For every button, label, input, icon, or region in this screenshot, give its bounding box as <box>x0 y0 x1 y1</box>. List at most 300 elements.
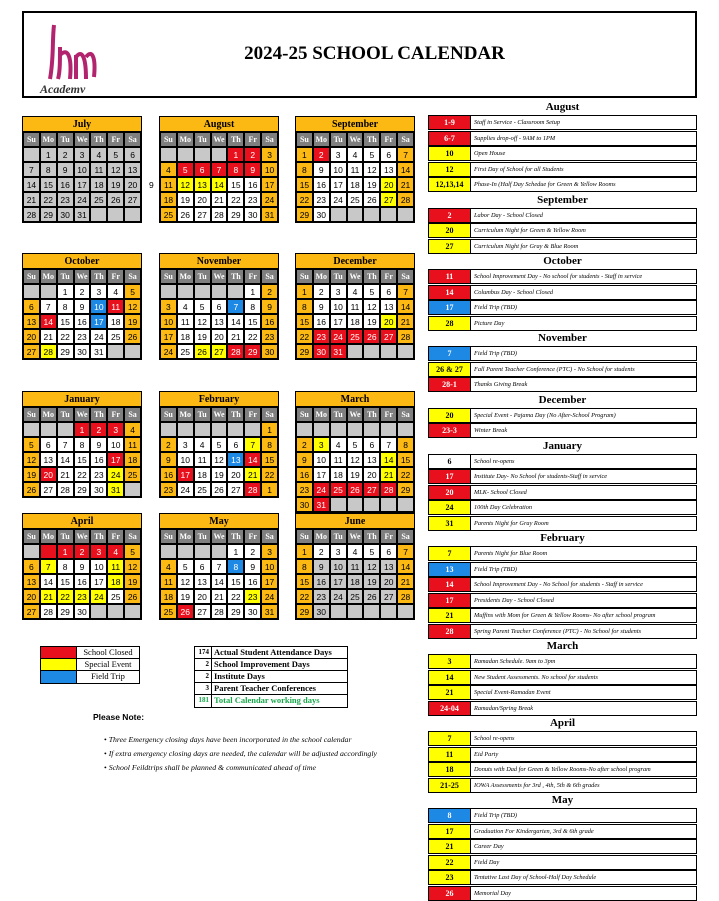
day-cell: 14 <box>57 452 74 467</box>
day-cell <box>57 422 74 437</box>
day-cell: 20 <box>23 329 40 344</box>
month-february <box>159 391 279 498</box>
day-cell: 31 <box>313 497 330 512</box>
event-row <box>428 546 697 561</box>
weekday-header: We <box>347 269 364 284</box>
day-cell: 29 <box>74 482 91 497</box>
day-cell: 23 <box>313 329 330 344</box>
day-cell: 25 <box>90 192 107 207</box>
day-cell <box>330 422 347 437</box>
day-cell <box>160 147 177 162</box>
day-cell: 14 <box>397 559 414 574</box>
day-cell: 17 <box>313 467 330 482</box>
day-cell: 28 <box>380 482 397 497</box>
weekday-header: We <box>211 269 228 284</box>
day-cell: 17 <box>330 574 347 589</box>
day-cell: 30 <box>313 344 330 359</box>
event-description: School re-opens <box>474 457 515 465</box>
day-cell <box>211 147 228 162</box>
event-description: Field Trip (TBD) <box>474 350 518 357</box>
weekday-header: Th <box>90 529 107 544</box>
weekday-header: Tu <box>57 132 74 147</box>
day-cell: 12 <box>124 559 141 574</box>
day-cell: 28 <box>227 344 244 359</box>
day-cell: 10 <box>261 559 278 574</box>
weekday-header: Fr <box>107 269 124 284</box>
day-cell: 24 <box>313 482 330 497</box>
weekday-header: Fr <box>107 529 124 544</box>
day-cell: 5 <box>23 437 40 452</box>
day-cell: 1 <box>244 284 261 299</box>
day-cell: 15 <box>227 574 244 589</box>
day-cell: 2 <box>313 544 330 559</box>
month-november <box>159 253 279 360</box>
day-cell: 10 <box>90 299 107 314</box>
day-cell: 18 <box>194 467 211 482</box>
day-cell: 13 <box>40 452 57 467</box>
event-description: Phase-In (Half Day Schedue for Green & Yellow Rooms <box>474 181 616 188</box>
event-section-heading: October <box>543 255 582 267</box>
event-section-heading: August <box>545 101 580 113</box>
day-cell <box>160 284 177 299</box>
day-cell: 6 <box>380 147 397 162</box>
day-cell: 28 <box>244 482 261 497</box>
event-row <box>428 824 697 839</box>
day-cell: 12 <box>177 177 194 192</box>
note-title: Please Note: <box>93 712 145 722</box>
day-cell: 10 <box>313 452 330 467</box>
day-cell: 27 <box>40 482 57 497</box>
day-cell: 23 <box>261 329 278 344</box>
total-label: Actual Student Attendance Days <box>214 647 332 657</box>
event-row <box>428 146 697 161</box>
event-date: 10 <box>429 147 471 160</box>
weekday-header: We <box>347 407 364 422</box>
day-cell: 15 <box>227 177 244 192</box>
day-cell <box>23 544 40 559</box>
day-cell: 7 <box>211 162 228 177</box>
event-description: New Student Assessments. No school for students <box>474 673 598 681</box>
event-row <box>428 608 697 623</box>
day-cell <box>296 422 313 437</box>
day-cell: 10 <box>90 559 107 574</box>
total-count: 3 <box>195 683 212 694</box>
event-section-heading: April <box>549 717 576 729</box>
day-cell: 14 <box>227 314 244 329</box>
total-label: Total Calendar working days <box>214 695 320 705</box>
day-cell: 6 <box>380 544 397 559</box>
event-date: 7 <box>429 347 471 360</box>
event-date: 24-04 <box>429 702 471 715</box>
weekday-header: Sa <box>397 269 414 284</box>
event-date: 27 <box>429 240 471 253</box>
day-cell: 5 <box>194 299 211 314</box>
day-cell: 10 <box>261 162 278 177</box>
day-cell: 20 <box>194 589 211 604</box>
event-row <box>428 223 697 238</box>
weekday-header: Su <box>160 132 177 147</box>
day-cell: 18 <box>347 314 364 329</box>
day-cell: 8 <box>57 299 74 314</box>
day-cell: 26 <box>124 589 141 604</box>
day-cell: 26 <box>23 482 40 497</box>
day-cell: 23 <box>74 329 91 344</box>
month-name: September <box>296 117 414 132</box>
event-description: School Improvement Day - No school for students - Staff in service <box>474 273 643 280</box>
day-cell <box>177 147 194 162</box>
weekday-header: We <box>74 269 91 284</box>
event-section-heading: November <box>538 332 587 344</box>
weekday-header: Tu <box>330 407 347 422</box>
day-cell: 26 <box>177 604 194 619</box>
event-row <box>428 377 697 392</box>
event-date: 26 <box>429 887 471 900</box>
day-cell: 18 <box>160 192 177 207</box>
day-cell: 16 <box>74 314 91 329</box>
weekday-header: Su <box>296 407 313 422</box>
weekday-header: Th <box>90 269 107 284</box>
day-cell <box>380 604 397 619</box>
day-cell: 21 <box>397 314 414 329</box>
month-name: July <box>23 117 141 132</box>
day-cell <box>397 497 414 512</box>
day-cell: 22 <box>57 589 74 604</box>
day-cell: 3 <box>330 544 347 559</box>
day-cell: 12 <box>363 162 380 177</box>
events-list <box>428 100 697 901</box>
day-cell: 8 <box>40 162 57 177</box>
legend-item <box>41 647 139 659</box>
day-cell: 19 <box>124 574 141 589</box>
note-item: • If extra emergency closing days are needed, the calendar will be adjusted accordingly <box>104 749 377 763</box>
day-cell: 31 <box>330 344 347 359</box>
day-cell: 24 <box>107 467 124 482</box>
event-date: 17 <box>429 301 471 314</box>
month-name: April <box>23 514 141 529</box>
day-cell: 5 <box>177 559 194 574</box>
day-cell: 9 <box>313 299 330 314</box>
day-cell <box>23 422 40 437</box>
day-cell: 3 <box>313 437 330 452</box>
day-cell: 25 <box>107 589 124 604</box>
day-cell: 19 <box>363 574 380 589</box>
day-cell: 16 <box>261 314 278 329</box>
day-cell <box>347 207 364 222</box>
day-cell: 13 <box>23 574 40 589</box>
day-cell: 20 <box>380 177 397 192</box>
day-cell: 8 <box>57 559 74 574</box>
event-row <box>428 593 697 608</box>
day-cell: 29 <box>227 604 244 619</box>
day-cell: 14 <box>397 299 414 314</box>
day-cell: 5 <box>363 544 380 559</box>
event-date: 6-7 <box>429 132 471 145</box>
event-row <box>428 300 697 315</box>
event-description: Institute Day- No School for students-Staff in service <box>474 473 608 480</box>
weekday-header: Fr <box>244 132 261 147</box>
weekday-header: Th <box>227 132 244 147</box>
day-cell: 12 <box>107 162 124 177</box>
weekday-header: Su <box>296 529 313 544</box>
event-date: 21-25 <box>429 779 471 792</box>
day-cell: 27 <box>194 604 211 619</box>
event-section-heading: February <box>540 532 585 544</box>
day-cell: 6 <box>227 437 244 452</box>
legend-label: Field Trip <box>91 671 125 681</box>
day-cell <box>90 604 107 619</box>
day-cell: 13 <box>380 559 397 574</box>
weekday-header: Sa <box>124 132 141 147</box>
month-october <box>22 253 142 360</box>
day-cell: 23 <box>313 192 330 207</box>
day-cell: 1 <box>296 147 313 162</box>
stray-day-number: 9 <box>149 180 154 190</box>
day-cell: 19 <box>363 314 380 329</box>
day-cell: 28 <box>397 589 414 604</box>
weekday-header: We <box>74 132 91 147</box>
event-description: IOWA Assessments for 3rd , 4th, 5th & 6th grades <box>474 781 600 789</box>
day-cell: 7 <box>211 559 228 574</box>
event-description: Spring Parent Teacher Conference (PTC) - No School for students <box>474 627 642 635</box>
day-cell: 21 <box>211 192 228 207</box>
day-cell: 16 <box>296 467 313 482</box>
day-cell: 15 <box>57 314 74 329</box>
day-cell: 29 <box>40 207 57 222</box>
event-description: Fall Parent Teacher Conference (PTC) - No School for students <box>474 365 635 373</box>
day-cell: 1 <box>40 147 57 162</box>
day-cell: 20 <box>124 177 141 192</box>
weekday-header: Su <box>23 269 40 284</box>
day-cell <box>211 544 228 559</box>
day-cell: 16 <box>244 177 261 192</box>
day-cell: 12 <box>124 299 141 314</box>
weekday-header: Mo <box>313 529 330 544</box>
event-description: Winter Break <box>474 427 508 434</box>
day-cell: 13 <box>363 452 380 467</box>
month-name: May <box>160 514 278 529</box>
weekday-header: Th <box>227 269 244 284</box>
total-row <box>195 695 347 707</box>
weekday-header: Su <box>296 132 313 147</box>
weekday-header: Sa <box>397 407 414 422</box>
event-row <box>428 886 697 901</box>
day-cell: 12 <box>23 452 40 467</box>
day-cell: 8 <box>296 162 313 177</box>
day-cell: 17 <box>74 177 91 192</box>
day-cell: 27 <box>194 207 211 222</box>
day-cell: 30 <box>313 207 330 222</box>
day-cell: 11 <box>194 452 211 467</box>
day-cell: 28 <box>40 344 57 359</box>
day-cell <box>397 422 414 437</box>
event-date: 1-9 <box>429 116 471 129</box>
event-row <box>428 408 697 423</box>
day-cell: 3 <box>261 147 278 162</box>
day-cell: 29 <box>296 207 313 222</box>
day-cell: 5 <box>363 147 380 162</box>
day-cell: 22 <box>296 192 313 207</box>
day-cell: 16 <box>313 177 330 192</box>
day-cell: 24 <box>177 482 194 497</box>
day-cell: 5 <box>211 437 228 452</box>
day-cell: 2 <box>74 284 91 299</box>
month-september <box>295 116 415 223</box>
day-cell: 2 <box>244 147 261 162</box>
day-cell: 13 <box>211 314 228 329</box>
day-cell: 22 <box>261 467 278 482</box>
day-cell: 23 <box>296 482 313 497</box>
day-cell: 2 <box>296 437 313 452</box>
weekday-header: Sa <box>124 529 141 544</box>
day-cell: 6 <box>23 559 40 574</box>
event-row <box>428 454 697 469</box>
event-description: Field Trip (TBD) <box>474 565 518 573</box>
day-cell: 4 <box>124 422 141 437</box>
note-item: • Three Emergency closing days have been incorporated in the school calendar <box>104 735 377 749</box>
event-section-heading: September <box>537 193 588 206</box>
day-cell <box>40 544 57 559</box>
total-row <box>195 683 347 695</box>
day-cell: 13 <box>194 177 211 192</box>
event-date: 13 <box>429 563 471 576</box>
event-description: MLK- School Closed <box>474 488 527 496</box>
day-cell: 19 <box>194 329 211 344</box>
day-cell: 10 <box>74 162 91 177</box>
day-cell: 14 <box>40 574 57 589</box>
day-cell: 27 <box>380 192 397 207</box>
event-section-heading: March <box>546 640 579 652</box>
day-cell: 2 <box>160 437 177 452</box>
day-cell: 16 <box>244 574 261 589</box>
total-count: 174 <box>195 647 212 658</box>
weekday-header: Su <box>160 269 177 284</box>
day-cell: 17 <box>160 329 177 344</box>
day-cell: 12 <box>211 452 228 467</box>
day-cell: 22 <box>244 329 261 344</box>
day-cell: 23 <box>244 589 261 604</box>
note-item: • School Feildtrips shall be planned & communicated ahead of time <box>104 763 377 777</box>
day-cell: 17 <box>330 314 347 329</box>
weekday-header: Su <box>23 529 40 544</box>
day-cell: 5 <box>177 162 194 177</box>
day-cell: 28 <box>211 207 228 222</box>
event-row <box>428 500 697 515</box>
day-cell <box>380 422 397 437</box>
day-cell: 5 <box>107 147 124 162</box>
total-count: 2 <box>195 659 212 670</box>
day-cell: 19 <box>347 467 364 482</box>
day-cell: 30 <box>90 482 107 497</box>
day-cell: 6 <box>194 559 211 574</box>
day-cell: 8 <box>74 437 91 452</box>
event-row <box>428 131 697 146</box>
weekday-header: Su <box>160 407 177 422</box>
day-cell: 27 <box>380 589 397 604</box>
day-cell: 11 <box>90 162 107 177</box>
weekday-header: Mo <box>40 407 57 422</box>
day-cell: 11 <box>347 299 364 314</box>
weekday-header: Th <box>90 132 107 147</box>
day-cell: 25 <box>160 604 177 619</box>
day-cell: 12 <box>177 574 194 589</box>
event-description: Parents Night for Gray Room <box>474 519 549 527</box>
day-cell: 20 <box>194 192 211 207</box>
month-name: March <box>296 392 414 407</box>
day-cell <box>347 604 364 619</box>
weekday-header: Mo <box>177 132 194 147</box>
weekday-header: Fr <box>107 132 124 147</box>
day-cell: 19 <box>107 177 124 192</box>
day-cell: 3 <box>90 544 107 559</box>
day-cell: 29 <box>244 344 261 359</box>
day-cell: 22 <box>397 467 414 482</box>
day-cell: 7 <box>397 544 414 559</box>
weekday-header: Tu <box>330 529 347 544</box>
day-cell <box>363 344 380 359</box>
total-label: School Improvement Days <box>214 659 310 669</box>
day-cell: 27 <box>211 344 228 359</box>
legend-label: School Closed <box>83 647 133 657</box>
weekday-header: We <box>74 407 91 422</box>
day-cell: 12 <box>194 314 211 329</box>
day-cell: 10 <box>177 452 194 467</box>
day-totals <box>194 646 348 708</box>
day-cell: 30 <box>261 344 278 359</box>
day-cell: 20 <box>40 467 57 482</box>
day-cell: 18 <box>347 177 364 192</box>
day-cell: 1 <box>261 422 278 437</box>
event-description: Field Trip (TBD) <box>474 812 518 819</box>
day-cell: 23 <box>313 589 330 604</box>
event-description: Columbus Day - School Closed <box>474 288 554 296</box>
day-cell <box>347 497 364 512</box>
day-cell: 29 <box>57 344 74 359</box>
day-cell: 15 <box>296 177 313 192</box>
day-cell: 10 <box>160 314 177 329</box>
day-cell: 23 <box>57 192 74 207</box>
day-cell: 25 <box>107 329 124 344</box>
day-cell <box>40 422 57 437</box>
day-cell: 28 <box>40 604 57 619</box>
event-row <box>428 747 697 762</box>
day-cell: 4 <box>107 284 124 299</box>
event-date: 31 <box>429 517 471 530</box>
event-description: Ramadan Schedule. 9am to 3pm <box>474 658 556 665</box>
day-cell: 3 <box>330 284 347 299</box>
day-cell <box>313 422 330 437</box>
day-cell: 24 <box>330 589 347 604</box>
event-section-heading: May <box>551 794 574 806</box>
day-cell: 22 <box>227 589 244 604</box>
day-cell: 26 <box>363 589 380 604</box>
day-cell: 25 <box>330 482 347 497</box>
legend-item <box>41 671 139 683</box>
day-cell: 31 <box>261 207 278 222</box>
day-cell: 19 <box>363 177 380 192</box>
day-cell: 25 <box>347 192 364 207</box>
day-cell: 19 <box>177 589 194 604</box>
day-cell: 18 <box>124 452 141 467</box>
day-cell: 16 <box>160 467 177 482</box>
month-name: August <box>160 117 278 132</box>
weekday-header: Th <box>363 407 380 422</box>
day-cell: 20 <box>363 467 380 482</box>
day-cell: 19 <box>211 467 228 482</box>
day-cell: 22 <box>57 329 74 344</box>
day-cell: 9 <box>57 162 74 177</box>
svg-text:Academy: Academy <box>40 82 86 93</box>
weekday-header: Tu <box>57 269 74 284</box>
